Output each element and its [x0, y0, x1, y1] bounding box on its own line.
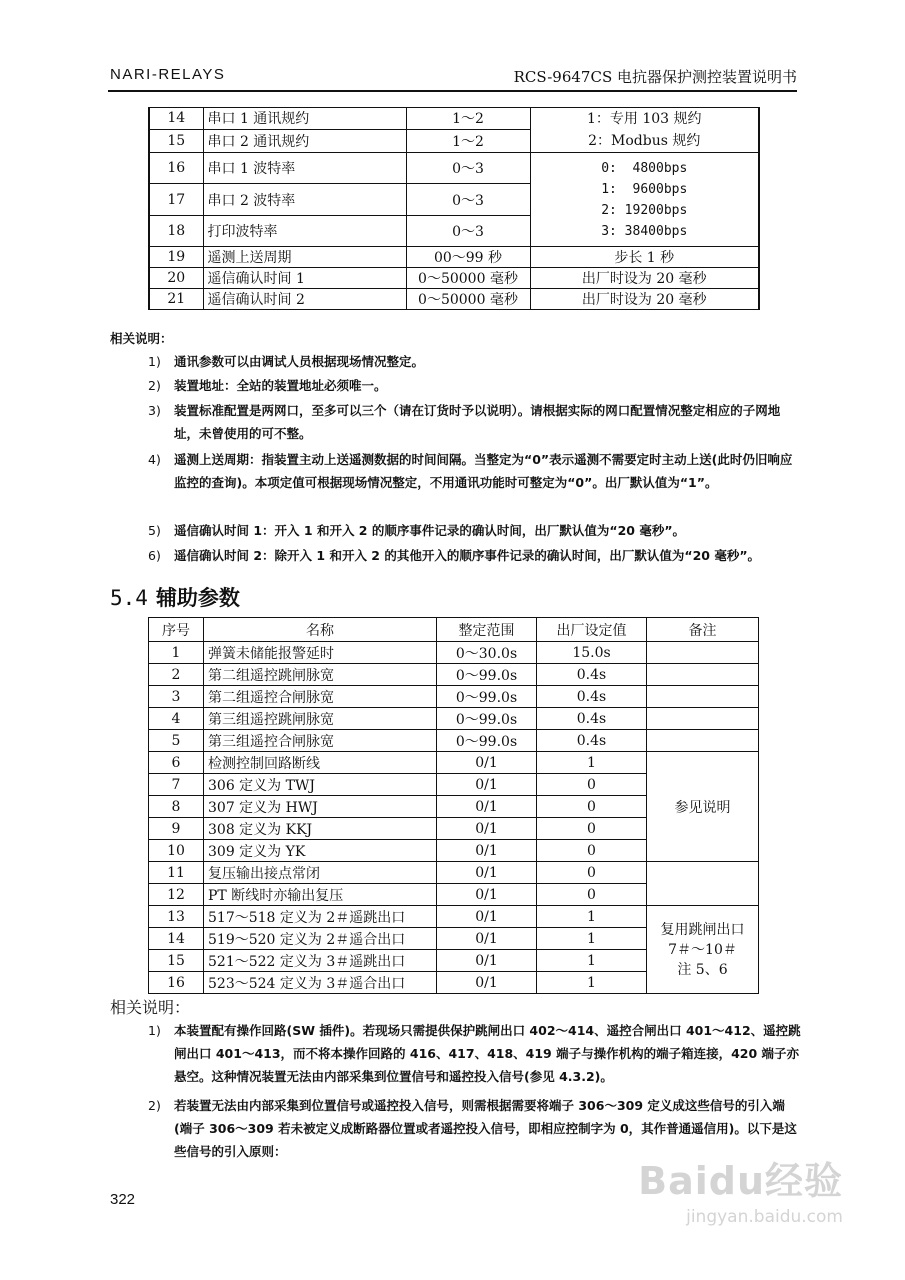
param-default: 1 [537, 752, 647, 774]
column-header: 整定范围 [437, 618, 537, 642]
note-text: 遥信确认时间 1：开入 1 和开入 2 的顺序事件记录的确认时间，出厂默认值为“20 毫秒”。 [174, 523, 686, 538]
param-default: 0 [537, 774, 647, 796]
row-number: 15 [149, 129, 203, 152]
note-text: 装置标准配置是两网口，至多可以三个（请在订货时予以说明）。请根据实际的网口配置情况整定相应的子网地址，未曾使用的可不整。 [174, 403, 781, 441]
param-range: 0/1 [437, 774, 537, 796]
remark-cell [647, 686, 759, 708]
param-default: 0 [537, 796, 647, 818]
row-number: 15 [149, 950, 204, 972]
table-row [149, 642, 759, 664]
note-number: 1) [148, 354, 161, 369]
param-range: 0～3 [406, 153, 530, 184]
remark-cell [647, 730, 759, 752]
table-row [149, 752, 759, 774]
remark-trip-reuse [647, 906, 759, 994]
param-range: 1～2 [406, 129, 530, 152]
header-divider [108, 90, 797, 92]
note-item [148, 519, 803, 542]
row-number: 9 [149, 818, 204, 840]
param-range: 0/1 [437, 752, 537, 774]
param-name: PT 断线时亦输出复压 [204, 884, 437, 906]
param-name: 306 定义为 TWJ [204, 774, 437, 796]
protocol-note-line: 2：Modbus 规约 [588, 133, 701, 149]
table-row [149, 664, 759, 686]
param-range: 1～2 [406, 108, 530, 130]
param-name: 517～518 定义为 2＃遥跳出口 [204, 906, 437, 928]
param-default: 0.4s [537, 730, 647, 752]
param-range: 0/1 [437, 840, 537, 862]
table-header-row [149, 618, 759, 642]
row-number: 13 [149, 906, 204, 928]
param-range: 0/1 [437, 906, 537, 928]
note-item [148, 374, 803, 397]
param-name: 第三组遥控合闸脉宽 [204, 730, 437, 752]
baud-note-line: 0: 4800bps [601, 160, 688, 176]
header-brand: NARI-RELAYS [110, 66, 226, 83]
param-default: 0.4s [537, 686, 647, 708]
protocol-note-line: 1：专用 103 规约 [586, 111, 702, 127]
param-range: 0/1 [437, 796, 537, 818]
param-name: 第二组遥控跳闸脉宽 [204, 664, 437, 686]
watermark-logo: Baidu经验 [638, 1159, 843, 1203]
row-number: 17 [149, 184, 203, 216]
baud-note-line: 1: 9600bps [601, 181, 688, 197]
remark-cell [647, 708, 759, 730]
watermark [638, 1150, 843, 1227]
table-row [149, 862, 759, 884]
param-name: 519～520 定义为 2＃遥合出口 [204, 928, 437, 950]
row-number: 7 [149, 774, 204, 796]
comm-params-table [148, 107, 760, 310]
param-name: 打印波特率 [203, 216, 406, 247]
watermark-url: jingyan.baidu.com [686, 1207, 843, 1227]
column-header: 出厂设定值 [537, 618, 647, 642]
param-name: 521～522 定义为 3＃遥跳出口 [204, 950, 437, 972]
param-note: 出厂时设为 20 毫秒 [530, 268, 759, 289]
param-range: 0/1 [437, 884, 537, 906]
param-default: 0 [537, 840, 647, 862]
param-name: 串口 2 波特率 [203, 184, 406, 216]
row-number: 1 [149, 642, 204, 664]
baud-note-line: 3: 38400bps [601, 223, 688, 239]
column-header: 序号 [149, 618, 204, 642]
param-default: 1 [537, 972, 647, 994]
row-number: 2 [149, 664, 204, 686]
note-item [148, 544, 803, 567]
param-range: 0～99.0s [437, 664, 537, 686]
note-number: 1) [148, 1023, 161, 1038]
param-default: 15.0s [537, 642, 647, 664]
row-number: 8 [149, 796, 204, 818]
param-name: 309 定义为 YK [204, 840, 437, 862]
table-row [149, 153, 759, 184]
note-number: 6) [148, 548, 161, 563]
param-default: 1 [537, 906, 647, 928]
table-row [149, 108, 759, 130]
baud-note-line: 2: 19200bps [601, 202, 688, 218]
note-text: 本装置配有操作回路(SW 插件)。若现场只需提供保护跳闸出口 402～414、遥控合闸出口 401～412、遥控跳闸出口 401～413，而不将本操作回路的 416、417、418、419 端子与操作机构的端子箱连接，420 端子亦悬空。这种情况装置无法由内部采集到位置信号和遥控投入信号(参见 4.3.2)。 [174, 1023, 801, 1084]
note-number: 3) [148, 403, 161, 418]
row-number: 4 [149, 708, 204, 730]
remark-cell [647, 642, 759, 664]
note-number: 2) [148, 1098, 161, 1113]
param-name: 检测控制回路断线 [204, 752, 437, 774]
note-text: 通讯参数可以由调试人员根据现场情况整定。 [174, 354, 425, 369]
note-number: 5) [148, 523, 161, 538]
param-default: 0 [537, 884, 647, 906]
param-range: 0/1 [437, 818, 537, 840]
param-range: 0～99.0s [437, 730, 537, 752]
param-name: 遥信确认时间 1 [203, 268, 406, 289]
param-range: 0～99.0s [437, 708, 537, 730]
section-heading [110, 582, 240, 612]
param-default: 0.4s [537, 664, 647, 686]
note-item [148, 1019, 803, 1088]
param-note: 出厂时设为 20 毫秒 [530, 289, 759, 310]
page-number: 322 [110, 1191, 136, 1208]
table-row [149, 247, 759, 268]
row-number: 6 [149, 752, 204, 774]
remark-see-notes: 参见说明 [647, 752, 759, 862]
param-name: 串口 1 波特率 [203, 153, 406, 184]
param-name: 523～524 定义为 3＃遥合出口 [204, 972, 437, 994]
param-range: 0/1 [437, 862, 537, 884]
row-number: 14 [149, 928, 204, 950]
section-number: 5.4 [110, 586, 148, 610]
section-title: 辅助参数 [155, 586, 240, 610]
param-name: 遥测上送周期 [203, 247, 406, 268]
notes-title: 相关说明： [110, 998, 191, 1017]
param-default: 0 [537, 862, 647, 884]
remark-cell [647, 862, 759, 906]
row-number: 19 [149, 247, 203, 268]
table-row [149, 686, 759, 708]
table-row [149, 268, 759, 289]
document-title: RCS-9647CS 电抗器保护测控装置说明书 [513, 68, 797, 86]
row-number: 10 [149, 840, 204, 862]
param-name: 复压输出接点常闭 [204, 862, 437, 884]
param-default: 1 [537, 928, 647, 950]
row-number: 18 [149, 216, 203, 247]
remark-cell [647, 664, 759, 686]
row-number: 5 [149, 730, 204, 752]
note-number: 2) [148, 378, 161, 393]
param-range: 0/1 [437, 950, 537, 972]
param-name: 串口 1 通讯规约 [203, 108, 406, 130]
row-number: 12 [149, 884, 204, 906]
table-row [149, 289, 759, 310]
row-number: 11 [149, 862, 204, 884]
param-default: 0.4s [537, 708, 647, 730]
param-name: 308 定义为 KKJ [204, 818, 437, 840]
param-name: 串口 2 通讯规约 [203, 129, 406, 152]
row-number: 14 [149, 108, 203, 130]
row-number: 16 [149, 972, 204, 994]
param-default: 1 [537, 950, 647, 972]
table-row [149, 730, 759, 752]
param-range: 0～3 [406, 216, 530, 247]
row-number: 21 [149, 289, 203, 310]
note-text: 若装置无法由内部采集到位置信号或遥控投入信号，则需根据需要将端子 306～309 定义成这些信号的引入端(端子 306～309 若未被定义成断路器位置或者遥控投入信号，即相应控制字为 0，其作普通遥信用)。以下是这些信号的引入原则： [174, 1098, 797, 1159]
row-number: 16 [149, 153, 203, 184]
param-note: 步长 1 秒 [530, 247, 759, 268]
param-range: 0～50000 毫秒 [406, 268, 530, 289]
param-name: 遥信确认时间 2 [203, 289, 406, 310]
param-name: 第二组遥控合闸脉宽 [204, 686, 437, 708]
notes-title: 相关说明： [110, 331, 173, 346]
column-header: 备注 [647, 618, 759, 642]
param-default: 0 [537, 818, 647, 840]
row-number: 20 [149, 268, 203, 289]
param-name: 弹簧未储能报警延时 [204, 642, 437, 664]
baud-note-cell [530, 153, 759, 247]
note-item [148, 399, 803, 445]
param-range: 0～3 [406, 184, 530, 216]
param-range: 0～50000 毫秒 [406, 289, 530, 310]
row-number: 3 [149, 686, 204, 708]
table-row [149, 906, 759, 928]
param-range: 0/1 [437, 972, 537, 994]
column-header: 名称 [204, 618, 437, 642]
aux-params-table [148, 617, 759, 994]
param-range: 0～30.0s [437, 642, 537, 664]
remark-line: 注 5、6 [677, 961, 728, 978]
protocol-note-cell [530, 108, 759, 153]
param-range: 00～99 秒 [406, 247, 530, 268]
param-range: 0～99.0s [437, 686, 537, 708]
note-text: 遥测上送周期：指装置主动上送遥测数据的时间间隔。当整定为“0”表示遥测不需要定时主动上送(此时仍旧响应监控的查询)。本项定值可根据现场情况整定，不用通讯功能时可整定为“0”。出厂默认值为“1”。 [174, 452, 793, 490]
note-text: 遥信确认时间 2：除开入 1 和开入 2 的其他开入的顺序事件记录的确认时间，出厂默认值为“20 毫秒”。 [174, 548, 761, 563]
param-name: 第三组遥控跳闸脉宽 [204, 708, 437, 730]
param-name: 307 定义为 HWJ [204, 796, 437, 818]
remark-line: 复用跳闸出口 [660, 921, 745, 938]
table-row [149, 708, 759, 730]
note-item [148, 350, 803, 373]
remark-line: 7＃～10＃ [668, 941, 737, 958]
note-text: 装置地址：全站的装置地址必须唯一。 [174, 378, 387, 393]
note-number: 4) [148, 452, 161, 467]
param-range: 0/1 [437, 928, 537, 950]
note-item [148, 448, 803, 494]
